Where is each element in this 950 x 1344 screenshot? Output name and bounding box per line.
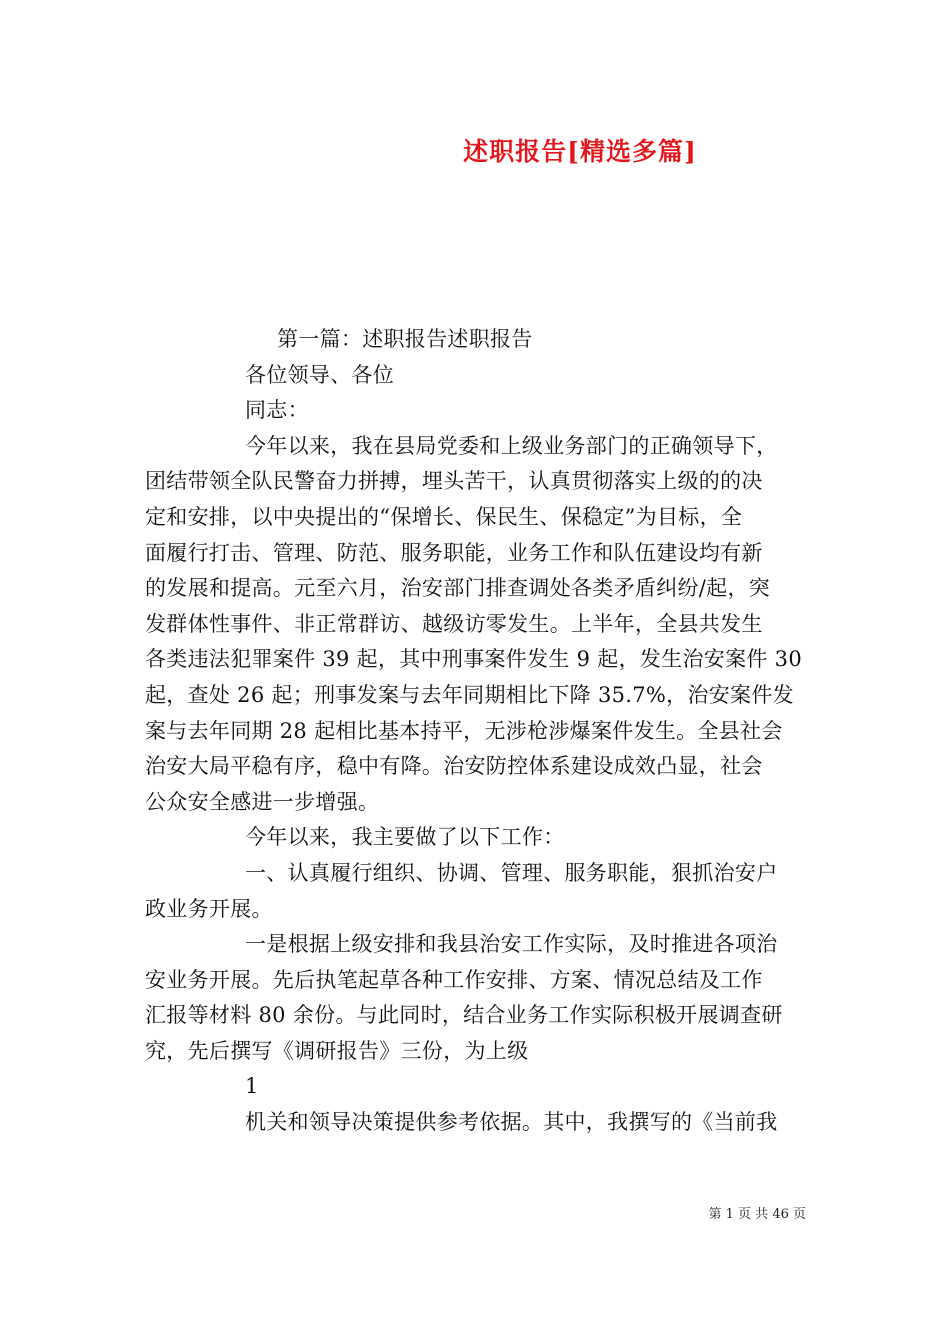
text-line: 究，先后撰写《调研报告》三份，为上级 [145,1038,529,1063]
text-line: 第一篇：述职报告述职报告 [277,327,533,351]
document-title: 述职报告[精选多篇] [463,137,697,166]
text-line: 的发展和提高。元至六月，治安部门排查调处各类矛盾纠纷/起，突 [145,576,771,601]
document-body [145,322,807,1141]
text-line: 面履行打击、管理、防范、服务职能，业务工作和队伍建设均有新 [145,540,763,565]
text-line: 公众安全感进一步增强。 [145,789,380,814]
text-line: 汇报等材料 80 余份。与此同时，结合业务工作实际积极开展调查研 [145,1003,783,1028]
text-line: 1 [245,1074,259,1099]
text-line: 政业务开展。 [145,896,273,921]
text-line: 发群体性事件、非正常群访、越级访零发生。上半年，全县共发生 [145,611,763,636]
text-line: 一、认真履行组织、协调、管理、服务职能，狠抓治安户 [245,860,778,885]
text-line: 定和安排，以中央提出的“保增长、保民生、保稳定”为目标，全 [145,504,743,529]
page-footer: 第 1 页 共 46 页 [708,1207,806,1222]
text-line: 团结带领全队民警奋力拼搏，埋头苦干，认真贯彻落实上级的的决 [145,469,763,494]
text-line: 起，查处 26 起；刑事发案与去年同期相比下降 35.7%，治安案件发 [145,682,794,707]
text-line: 治安大局平稳有序，稳中有降。治安防控体系建设成效凸显，社会 [145,754,763,779]
text-line: 同志： [245,398,309,423]
text-line: 各类违法犯罪案件 39 起，其中刑事案件发生 9 起，发生治安案件 30 [145,647,802,672]
text-line: 今年以来，我在县局党委和上级业务部门的正确领导下， [245,433,778,458]
text-line: 案与去年同期 28 起相比基本持平，无涉枪涉爆案件发生。全县社会 [145,718,783,743]
text-line: 一是根据上级安排和我县治安工作实际，及时推进各项治 [245,932,778,957]
text-line: 安业务开展。先后执笔起草各种工作安排、方案、情况总结及工作 [145,967,763,992]
text-line: 今年以来，我主要做了以下工作： [245,825,565,850]
text-line: 机关和领导决策提供参考依据。其中，我撰写的《当前我 [245,1110,778,1135]
text-line: 各位领导、各位 [245,362,395,387]
